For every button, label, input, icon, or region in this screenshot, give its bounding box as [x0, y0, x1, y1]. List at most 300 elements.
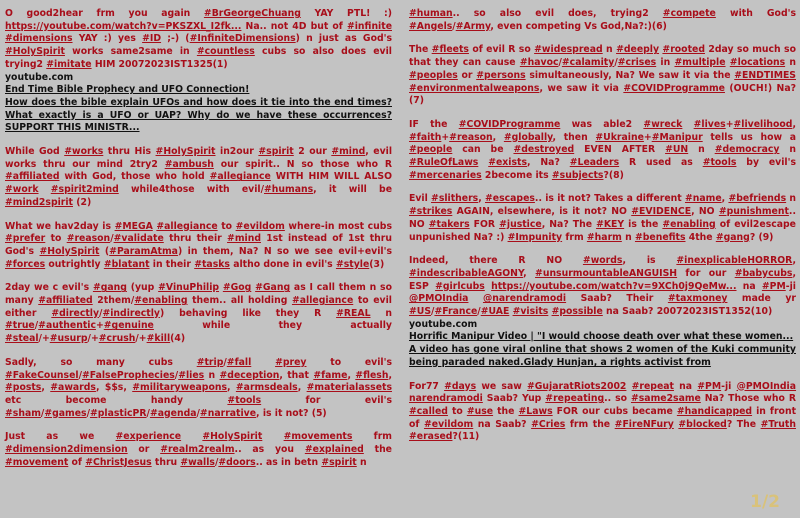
post-text: in their [149, 258, 195, 270]
post-paragraph [409, 119, 796, 183]
hashtag-link[interactable]: #usurp [49, 333, 88, 345]
hashtag-link[interactable]: #prey [275, 356, 307, 368]
post-text: , evil works thru our mind 2try2 [5, 146, 393, 170]
post-text: n [688, 144, 715, 156]
post-text: na [736, 280, 762, 292]
post-text: the [363, 444, 392, 456]
post-text: to [45, 233, 67, 245]
post-text: for our [677, 267, 735, 279]
hashtag-link[interactable]: #punishment [718, 206, 789, 218]
post-text: + [441, 131, 450, 143]
post-text: frm the [565, 418, 615, 430]
hashtag-link[interactable]: #rooted [662, 44, 705, 56]
hashtag-link[interactable]: #countless [196, 46, 255, 58]
post-text: na Saab? [473, 418, 532, 430]
post-paragraph [5, 282, 392, 346]
post-text: n [356, 456, 367, 468]
hashtag-link[interactable]: #taxmoney [667, 293, 728, 305]
hashtag-link[interactable]: #strikes [409, 206, 453, 218]
post-text: while4those with evil/ [118, 184, 264, 196]
hashtag-link[interactable]: #subjects [551, 169, 604, 181]
post-text: / [558, 57, 562, 69]
hashtag-link[interactable]: #Gog [222, 282, 252, 294]
hashtag-link[interactable]: #COVIDProgramme [458, 118, 561, 130]
hashtag-link[interactable]: #faith [409, 131, 442, 143]
post-text: , [721, 193, 729, 205]
post-text: R used as [619, 157, 703, 169]
post-text: Saab? Yup [482, 393, 546, 405]
hashtag-link[interactable]: #plasticPR [89, 407, 147, 419]
hashtag-link[interactable]: #Manipur [651, 131, 703, 143]
hashtag-link[interactable]: #multiple [674, 57, 726, 69]
hashtag-link[interactable]: #dimension2dimension [5, 444, 128, 456]
hashtag-link[interactable]: #ChristJesus [85, 456, 152, 468]
hashtag-link[interactable]: #Impunity [507, 231, 563, 243]
hashtag-link[interactable]: #locations [729, 57, 786, 69]
post-paragraph [409, 8, 796, 33]
post-text: frm [352, 431, 392, 443]
post-text: na Saab? 20072023IST1352(10) [602, 306, 773, 318]
hashtag-link[interactable]: #imitate [46, 58, 92, 70]
hashtag-link[interactable]: #deeply [616, 44, 660, 56]
post-text: altho done in evil's [229, 258, 336, 270]
hashtag-link[interactable]: #reason [449, 131, 493, 143]
post-text: n [204, 369, 220, 381]
post-text [181, 431, 202, 442]
mention-link[interactable]: @narendramodi [482, 293, 567, 305]
post-text: / [99, 307, 103, 319]
hashtag-link[interactable]: #democracy [714, 144, 780, 156]
hashtag-link[interactable]: #takers [428, 218, 470, 230]
post-text: etc become handy [5, 394, 228, 406]
hashtag-link[interactable]: #HolySpirit [39, 245, 100, 257]
post-text: of evil R so [468, 44, 535, 56]
hashtag-link[interactable]: #escapes [485, 193, 535, 205]
hashtag-link[interactable]: #movements [283, 431, 353, 443]
post-text: to [217, 220, 236, 232]
post-text: ) in them, Na? N so we see evil+evil's [177, 245, 392, 257]
hashtag-link[interactable]: #kill [146, 333, 171, 345]
link-card-text[interactable]: Horrific Manipur Video | "I would choose death over what these women... [409, 331, 794, 343]
post-text: Na.. not 4D but of [241, 20, 347, 32]
post-text: while they actually [153, 320, 392, 332]
post-text: 2become its [481, 169, 552, 181]
post-text: -ji [721, 380, 737, 392]
hashtag-link[interactable]: #repeating [545, 393, 605, 405]
hashtag-link[interactable]: #style [335, 258, 370, 270]
hashtag-link[interactable]: #mercenaries [409, 169, 482, 181]
post-paragraph [409, 319, 796, 370]
post-text [251, 357, 275, 368]
hashtag-link[interactable]: #reason [66, 233, 111, 245]
post-text: ) n just as God's [295, 33, 392, 45]
post-text: the [493, 405, 519, 417]
post-text: thru His [103, 146, 156, 158]
hashtag-link[interactable]: #sham [5, 407, 41, 419]
hashtag-link[interactable]: #evildom [235, 220, 285, 232]
hashtag-link[interactable]: #days [444, 380, 477, 392]
post-text: was able2 [560, 118, 644, 130]
hashtag-link[interactable]: #true [5, 320, 35, 332]
hashtag-link[interactable]: #befriends [728, 193, 787, 205]
hashtag-link[interactable]: #gang [92, 282, 127, 294]
post-text: frm [562, 231, 587, 243]
post-text: (yup [126, 282, 159, 294]
hashtag-link[interactable]: #livelihood [733, 118, 793, 130]
hashtag-link[interactable]: #handicapped [676, 405, 753, 417]
hashtag-link[interactable]: #experience [115, 431, 182, 443]
post-text: ? (9) [749, 231, 774, 243]
hashtag-link[interactable]: #trip [196, 356, 224, 368]
post-text: The [409, 44, 432, 56]
post-text: ;-) ( [161, 33, 190, 45]
hashtag-link[interactable]: #dimensions [5, 33, 73, 45]
post-text: with God, those who hold [59, 171, 210, 183]
hashtag-link[interactable]: #authentic [38, 320, 96, 332]
post-text: (OUCH!) Na? (7) [409, 82, 796, 107]
post-text: (4) [170, 333, 186, 345]
post-paragraph [409, 193, 796, 244]
post-text: na [673, 380, 698, 392]
post-text: n [621, 231, 635, 243]
post-paragraph [5, 146, 392, 210]
hashtag-link[interactable]: #France [434, 306, 478, 318]
post-text: for evil's [261, 394, 392, 406]
link-card-domain[interactable]: youtube.com [409, 318, 478, 330]
hashtag-link[interactable]: #REAL [336, 307, 371, 319]
hashtag-link[interactable]: #games [44, 407, 87, 419]
post-text: we saw [476, 380, 528, 392]
hashtag-link[interactable]: #FireNFury [614, 418, 674, 430]
hashtag-link[interactable]: #doors [218, 456, 256, 468]
hashtag-link[interactable]: #enabling [662, 218, 716, 230]
mention-link[interactable]: @PMOIndia [736, 380, 797, 392]
post-text: , Na? [527, 157, 570, 169]
hashtag-link[interactable]: #ID [142, 33, 162, 45]
hashtag-link[interactable]: #GujaratRiots2002 [527, 380, 627, 392]
hashtag-link[interactable]: #armsdeals [235, 382, 298, 394]
hashtag-link[interactable]: #possible [551, 306, 603, 318]
hashtag-link[interactable]: #BrGeorgeChuang [203, 8, 301, 19]
hashtag-link[interactable]: #Truth [760, 418, 796, 430]
post-text: , [492, 131, 504, 143]
hashtag-link[interactable]: #fall [226, 356, 252, 368]
post-text: , then [552, 131, 596, 143]
hashtag-link[interactable]: #gang [715, 231, 750, 243]
hashtag-link[interactable]: #unsurmountableANGUISH [535, 267, 678, 279]
hashtag-link[interactable]: #UN [665, 144, 689, 156]
post-text: O good2hear frm you again [5, 8, 204, 19]
post-text: For77 [409, 380, 445, 392]
hashtag-link[interactable]: #agenda [149, 407, 197, 419]
hashtag-link[interactable]: #steal [5, 333, 39, 345]
hashtag-link[interactable]: #erased [409, 431, 453, 443]
hashtag-link[interactable]: #fleets [431, 44, 469, 56]
post-text: of [68, 456, 86, 468]
hashtag-link[interactable]: #allegiance [209, 171, 271, 183]
hashtag-link[interactable]: #humans [263, 184, 314, 196]
post-text: 2 our [293, 146, 332, 158]
hashtag-link[interactable]: #globally [503, 131, 553, 143]
post-text: ? The [726, 418, 761, 430]
hashtag-link[interactable]: #HolySpirit [5, 46, 65, 58]
post-paragraph [5, 8, 392, 72]
hashtag-link[interactable]: #spirit2mind [50, 184, 119, 196]
post-text: as I call them n so many [5, 282, 392, 307]
post-text: to [447, 405, 467, 417]
post-paragraph [409, 381, 796, 445]
post-text: (3) [369, 258, 385, 270]
post-text: , Na? The [541, 218, 597, 230]
hashtag-link[interactable]: #name [684, 193, 722, 205]
hashtag-link[interactable]: #allegiance [156, 220, 218, 232]
hashtag-link[interactable]: #enabling [134, 295, 188, 307]
hashtag-link[interactable]: #mind2spirit [5, 196, 73, 208]
link-card-text[interactable]: How does the bible explain UFOs and how does it tie into the end times? What exactly is a UFO or UAP? Why do we have these occurrences?SUPPORT THIS MINISTR... [5, 96, 392, 134]
link-card-domain[interactable]: youtube.com [5, 71, 74, 83]
hashtag-link[interactable]: #Army [455, 20, 491, 32]
hashtag-link[interactable]: #MEGA [114, 220, 153, 232]
hashtag-link[interactable]: #compete [662, 8, 716, 19]
hashtag-link[interactable]: #VinuPhilip [158, 282, 220, 294]
post-text: 2day we c evil's [5, 282, 93, 294]
post-text: with God's [715, 8, 796, 19]
post-text: EVEN AFTER [574, 144, 666, 156]
hashtag-link[interactable]: #same2same [630, 393, 701, 405]
post-text [468, 293, 482, 304]
hashtag-link[interactable]: #lies [178, 369, 205, 381]
hashtag-link[interactable]: #havoc [519, 57, 559, 69]
hashtag-link[interactable]: #mind [331, 146, 366, 158]
post-text: /+ [135, 333, 147, 345]
hashtag-link[interactable]: #indirectly [102, 307, 160, 319]
post-text: / [614, 57, 618, 69]
hashtag-link[interactable]: #benefits [634, 231, 686, 243]
hashtag-link[interactable]: #inexplicableHORROR [676, 255, 793, 267]
post-text: / [431, 306, 435, 318]
post-text: or [127, 444, 161, 456]
hashtag-link[interactable]: #Gang [255, 282, 291, 294]
post-text: AGAIN, elsewhere, is it not? NO [452, 206, 632, 218]
post-text: made yr [727, 293, 796, 305]
hashtag-link[interactable]: #RuleOfLaws [409, 157, 479, 169]
hashtag-link[interactable]: #deception [219, 369, 280, 381]
post-text: What we hav2day is [5, 220, 115, 232]
post-text: FOR our cubs became [552, 405, 677, 417]
hashtag-link[interactable]: #explained [304, 444, 364, 456]
hashtag-link[interactable]: #indescribableAGONY [409, 267, 524, 279]
hashtag-link[interactable]: #validate [113, 233, 164, 245]
hashtag-link[interactable]: #human [409, 8, 453, 19]
post-text: , we saw it via [539, 82, 624, 94]
post-text: / [223, 356, 227, 368]
hashtag-link[interactable]: #crush [98, 333, 136, 345]
hashtag-link[interactable]: #movement [5, 456, 69, 468]
hashtag-link[interactable]: #flesh [355, 369, 389, 381]
post-text: works same2same in [64, 46, 197, 58]
hashtag-link[interactable]: #ENDTIMES [734, 69, 796, 81]
post-text: , [41, 382, 51, 394]
post-text: to evil either [5, 295, 392, 319]
post-text: , [347, 369, 356, 381]
link-card-text[interactable]: End Time Bible Prophecy and UFO Connection! [5, 84, 250, 96]
post-text: or [457, 69, 477, 81]
mention-link[interactable]: @PMOIndia [409, 293, 469, 305]
post-text: by evil's [736, 157, 797, 169]
post-text: , NO [691, 206, 719, 218]
hashtag-link[interactable]: #awards [50, 382, 96, 394]
hashtag-link[interactable]: #mind [227, 233, 261, 245]
hashtag-link[interactable]: #militaryweapons [132, 382, 227, 394]
hashtag-link[interactable]: #babycubs [734, 267, 793, 279]
hashtag-link[interactable]: #lives [693, 118, 726, 130]
hashtag-link[interactable]: #tasks [194, 258, 230, 270]
hashtag-link[interactable]: #slithers [431, 193, 479, 205]
post-text: , [388, 369, 392, 381]
hashtag-link[interactable]: #destroyed [513, 144, 575, 156]
post-text: n [785, 57, 796, 69]
hashtag-link[interactable]: #genuine [103, 320, 154, 332]
hashtag-link[interactable]: #visits [512, 306, 549, 318]
hashtag-link[interactable]: #persons [476, 69, 526, 81]
post-text: , [478, 193, 485, 205]
hashtag-link[interactable]: #use [466, 405, 494, 417]
post-text: ?(11) [452, 431, 480, 443]
hashtag-link[interactable]: #affiliated [5, 171, 60, 183]
link-card-text[interactable]: A video has gone viral online that shows 2 women of the Kuki community being paraded naked.Glady Hunjan, a rights activist from [409, 344, 796, 368]
hashtag-link[interactable]: narendramodi [409, 393, 483, 405]
hashtag-link[interactable]: #words [582, 255, 623, 267]
hashtag-link[interactable]: #infinite [346, 20, 392, 32]
post-text: , it will be [313, 184, 392, 196]
page-number: 1/2 [750, 492, 780, 512]
post-text: / [214, 456, 219, 468]
video-link[interactable]: https://youtube.com/watch?v=PKSZXL_I2fk... [5, 20, 242, 32]
hashtag-link[interactable]: #environmentalweapons [409, 82, 540, 94]
hashtag-link[interactable]: #Leaders [569, 157, 620, 169]
post-text: While God [5, 146, 65, 158]
hashtag-link[interactable]: #Cries [531, 418, 566, 430]
post-text: cubs so also does evil trying2 [5, 46, 392, 70]
hashtag-link[interactable]: #blatant [103, 258, 150, 270]
video-link[interactable]: https://youtube.com/watch?v=9XCh0j9QeMw... [491, 280, 737, 292]
hashtag-link[interactable]: #walls [180, 456, 215, 468]
post-text: , even competing Vs God,Na?:)(6) [490, 20, 667, 32]
post-text: , that [279, 369, 314, 381]
post-text [39, 184, 51, 195]
hashtag-link[interactable]: #peoples [409, 69, 458, 81]
hashtag-link[interactable]: #evildom [423, 418, 474, 430]
hashtag-link[interactable]: #materialassets [306, 382, 392, 394]
hashtag-link[interactable]: #people [409, 144, 453, 156]
hashtag-link[interactable]: #Ukraine [595, 131, 644, 143]
post-text: / [86, 407, 90, 419]
hashtag-link[interactable]: #ambush [164, 158, 214, 170]
post-text [682, 119, 693, 130]
right-column [409, 8, 796, 455]
hashtag-link[interactable]: #called [409, 405, 448, 417]
hashtag-link[interactable]: #repeat [631, 380, 674, 392]
post-text: / [477, 306, 481, 318]
hashtag-link[interactable]: #EVIDENCE [631, 206, 692, 218]
hashtag-link[interactable]: #prefer [5, 233, 46, 245]
post-text: , is [622, 255, 677, 267]
post-paragraph [409, 44, 796, 108]
post-text: (2) [73, 196, 92, 208]
post-text: / [110, 233, 114, 245]
hashtag-link[interactable]: #widespread [534, 44, 603, 56]
post-text: n [602, 44, 617, 56]
post-text: , [297, 382, 307, 394]
hashtag-link[interactable]: #ParamAtma [109, 245, 178, 257]
hashtag-link[interactable]: #KEY [596, 218, 625, 230]
post-text: Indeed, there R NO [409, 255, 583, 267]
hashtag-link[interactable]: #HolySpirit [155, 146, 216, 158]
hashtag-link[interactable]: #UAE [480, 306, 510, 318]
hashtag-link[interactable]: #affiliated [38, 295, 93, 307]
hashtag-link[interactable]: #FakeCounsel [5, 369, 79, 381]
hashtag-link[interactable]: #work [5, 184, 39, 196]
hashtag-link[interactable]: #calamity [561, 57, 615, 69]
hashtag-link[interactable]: #tools [702, 157, 737, 169]
post-paragraph [409, 255, 796, 319]
post-text: FOR [469, 218, 500, 230]
hashtag-link[interactable]: #HolySpirit [202, 431, 263, 443]
hashtag-link[interactable]: #allegiance [291, 295, 354, 307]
hashtag-link[interactable]: #posts [5, 382, 42, 394]
hashtag-link[interactable]: #crises [617, 57, 657, 69]
hashtag-link[interactable]: #Laws [518, 405, 553, 417]
left-column [5, 8, 392, 481]
hashtag-link[interactable]: #exists [488, 157, 527, 169]
post-text: , [523, 267, 536, 279]
post-text: ( [99, 245, 110, 257]
post-text: can be [452, 144, 514, 156]
post-text: / [196, 407, 200, 419]
post-paragraph [5, 357, 392, 421]
post-text: to evil's [306, 356, 392, 368]
hashtag-link[interactable]: #tools [227, 394, 262, 406]
hashtag-link[interactable]: #fame [313, 369, 348, 381]
hashtag-link[interactable]: #narrative [199, 407, 257, 419]
hashtag-link[interactable]: #COVIDProgramme [623, 82, 725, 94]
hashtag-link[interactable]: #spirit [321, 456, 357, 468]
hashtag-link[interactable]: #girlcubs [435, 280, 485, 292]
hashtag-link[interactable]: #wreck [643, 118, 683, 130]
hashtag-link[interactable]: #PM [761, 280, 786, 292]
hashtag-link[interactable]: #spirit [258, 146, 294, 158]
post-text: , is it not? (5) [256, 407, 327, 419]
hashtag-link[interactable]: #harm [586, 231, 622, 243]
post-text: outrightly [45, 258, 104, 270]
post-text: WITH HIM WILL ALSO [270, 171, 392, 183]
post-text: .. as you [234, 444, 305, 456]
hashtag-link[interactable]: #PM [697, 380, 722, 392]
hashtag-link[interactable]: #FalseProphecies [82, 369, 175, 381]
post-text: Just as we [5, 431, 116, 443]
hashtag-link[interactable]: #US [409, 306, 432, 318]
hashtag-link[interactable]: #realm2realm [160, 444, 235, 456]
hashtag-link[interactable]: #forces [5, 258, 46, 270]
hashtag-link[interactable]: #InfiniteDimensions [189, 33, 296, 45]
hashtag-link[interactable]: #justice [499, 218, 542, 230]
post-text: IF the [409, 118, 459, 130]
hashtag-link[interactable]: #Angels [409, 20, 453, 32]
hashtag-link[interactable]: #works [64, 146, 104, 158]
hashtag-link[interactable]: #directly [51, 307, 100, 319]
post-text: , [792, 255, 797, 267]
hashtag-link[interactable]: #blocked [678, 418, 727, 430]
